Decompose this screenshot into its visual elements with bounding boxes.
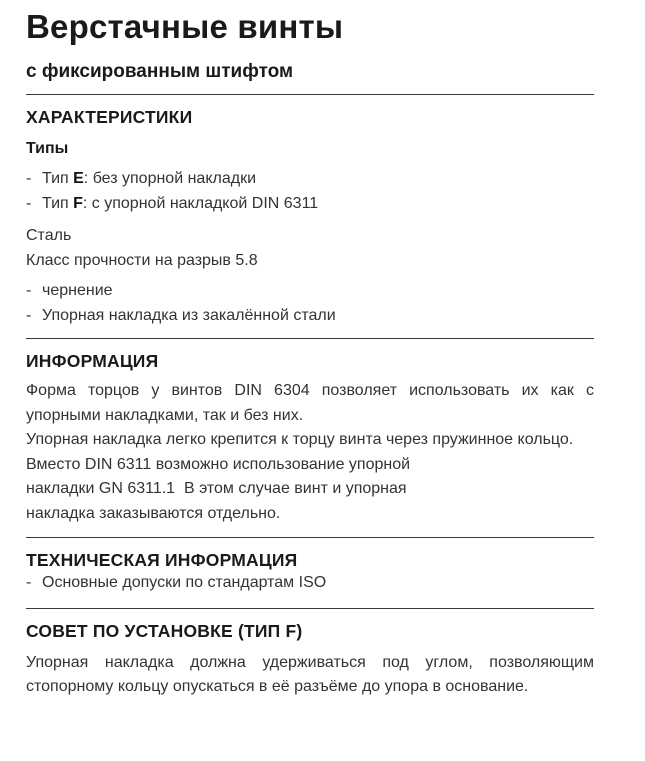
type-description: : с упорной накладкой DIN 6311 <box>82 194 319 212</box>
list-item <box>26 304 594 329</box>
strength-text: Класс прочности на разрыв 5.8 <box>26 251 258 269</box>
list-item <box>26 279 594 304</box>
page-title: Верстачные винты <box>26 8 344 45</box>
information-line: накладка заказываются отдельно. <box>26 504 281 522</box>
finish-item: чернение <box>42 282 113 299</box>
information-line: Вместо DIN 6311 возможно использование упорной <box>26 455 411 473</box>
information-paragraph: Форма торцов у винтов DIN 6304 позволяет использовать их как с упорными накладками, так и без них. <box>26 382 594 424</box>
type-description: : без упорной накладки <box>83 170 256 187</box>
technical-item: Основные допуски по стандартам ISO <box>42 574 327 591</box>
install-heading: СОВЕТ ПО УСТАНОВКЕ (ТИП F) <box>26 620 303 641</box>
page-subtitle: с фиксированным штифтом <box>26 61 294 82</box>
technical-heading: ТЕХНИЧЕСКАЯ ИНФОРМАЦИЯ <box>26 550 298 570</box>
characteristics-heading: ХАРАКТЕРИСТИКИ <box>26 107 193 127</box>
dash-bullet: - <box>26 170 32 187</box>
list-item <box>26 571 594 596</box>
dash-bullet: - <box>26 282 32 299</box>
information-paragraph: Упорная накладка легко крепится к торцу винта через пружинное кольцо. <box>26 431 574 448</box>
information-line: накладки GN 6311.1 В этом случае винт и упорная <box>26 480 407 497</box>
technical-list <box>26 571 594 596</box>
dash-bullet: - <box>26 194 32 212</box>
characteristics-section <box>26 107 594 328</box>
type-prefix: Тип <box>42 194 74 212</box>
divider <box>26 338 594 339</box>
information-heading: ИНФОРМАЦИЯ <box>26 351 159 371</box>
types-list <box>26 167 594 216</box>
document-page <box>26 0 594 700</box>
install-section <box>26 621 594 700</box>
finish-item: Упорная накладка из закалённой стали <box>42 306 336 324</box>
divider <box>26 537 594 538</box>
type-prefix: Тип <box>42 170 74 187</box>
technical-section <box>26 550 594 596</box>
list-item <box>26 167 594 192</box>
divider <box>26 94 594 95</box>
finish-list <box>26 279 594 328</box>
install-text: Упорная накладка должна удерживаться под углом, позволяющим стопорному кольцу опускаться в её разъёме до упора в основание. <box>26 653 594 695</box>
divider <box>26 608 594 609</box>
material-text: Сталь <box>26 227 72 244</box>
type-code: E <box>73 170 84 187</box>
types-heading: Типы <box>26 140 69 157</box>
information-section <box>26 351 594 526</box>
list-item <box>26 192 594 217</box>
type-code: F <box>73 194 83 212</box>
dash-bullet: - <box>26 574 32 591</box>
dash-bullet: - <box>26 306 32 324</box>
